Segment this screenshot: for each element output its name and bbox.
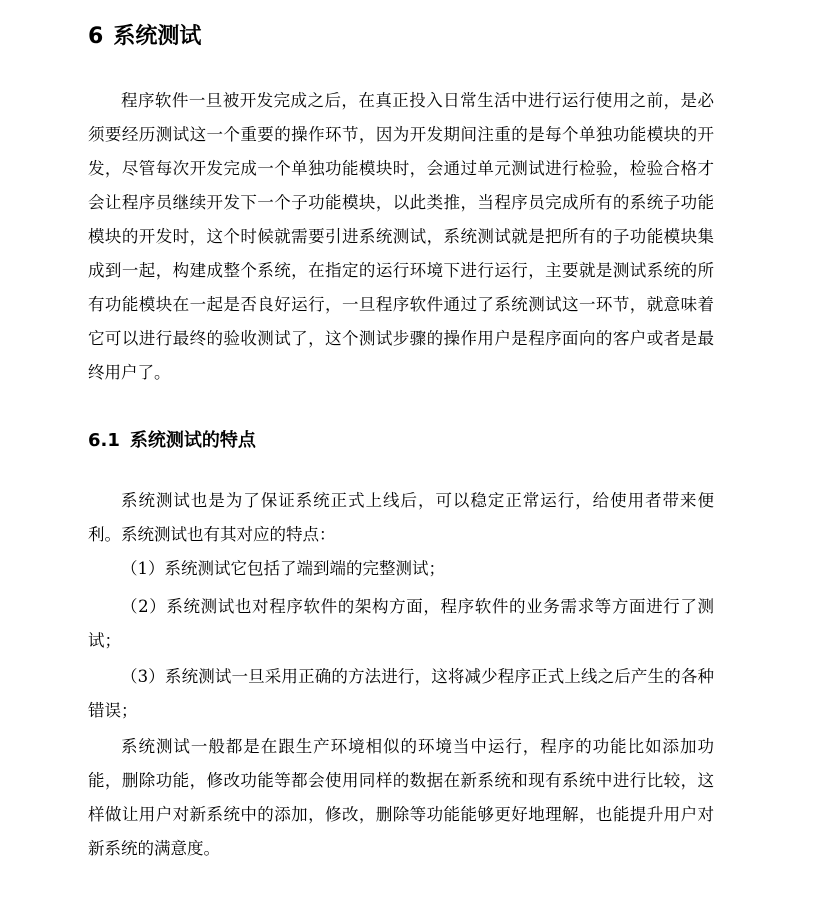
section-number: 6 xyxy=(88,24,104,49)
section-heading xyxy=(88,22,201,52)
section-title: 系统测试 xyxy=(113,24,202,49)
subsection-paragraph-1: 系统测试也是为了保证系统正式上线后，可以稳定正常运行，给使用者带来便利。系统测试也有其对应的特点： xyxy=(88,491,714,544)
section-intro-paragraph: 程序软件一旦被开发完成之后，在真正投入日常生活中进行运行使用之前，是必须要经历测试这一个重要的操作环节，因为开发期间注重的是每个单独功能模块的开发，尽管每次开发完成一个单独功能模块时，会通过单元测试进行检验，检验合格才会让程序员继续开发下一个子功能模块，以此类推，当程序员完成所有的系统子功能模块的开发时，这个时候就需要引进系统测试，系统测试就是把所有的子功能模块集成到一起，构建成整个系统，在指定的运行环境下进行运行，主要就是测试系统的所有功能模块在一起是否良好运行，一旦程序软件通过了系统测试这一环节，就意味着它可以进行最终的验收测试了，这个测试步骤的操作用户是程序面向的客户或者是最终用户了。 xyxy=(88,91,714,382)
subsection-title: 系统测试的特点 xyxy=(129,430,256,451)
subsection-number: 6.1 xyxy=(88,430,120,451)
feature-item-2: （2）系统测试也对程序软件的架构方面，程序软件的业务需求等方面进行了测试； xyxy=(88,597,714,650)
feature-item-3: （3）系统测试一旦采用正确的方法进行，这将减少程序正式上线之后产生的各种错误； xyxy=(88,667,714,720)
subsection-paragraph-2: 系统测试一般都是在跟生产环境相似的环境当中运行，程序的功能比如添加功能，删除功能，修改功能等都会使用同样的数据在新系统和现有系统中进行比较，这样做让用户对新系统中的添加，修改，删除等功能能够更好地理解，也能提升用户对新系统的满意度。 xyxy=(88,737,714,858)
feature-item-1: （1）系统测试它包括了端到端的完整测试； xyxy=(121,559,445,578)
subsection-heading xyxy=(88,427,256,455)
